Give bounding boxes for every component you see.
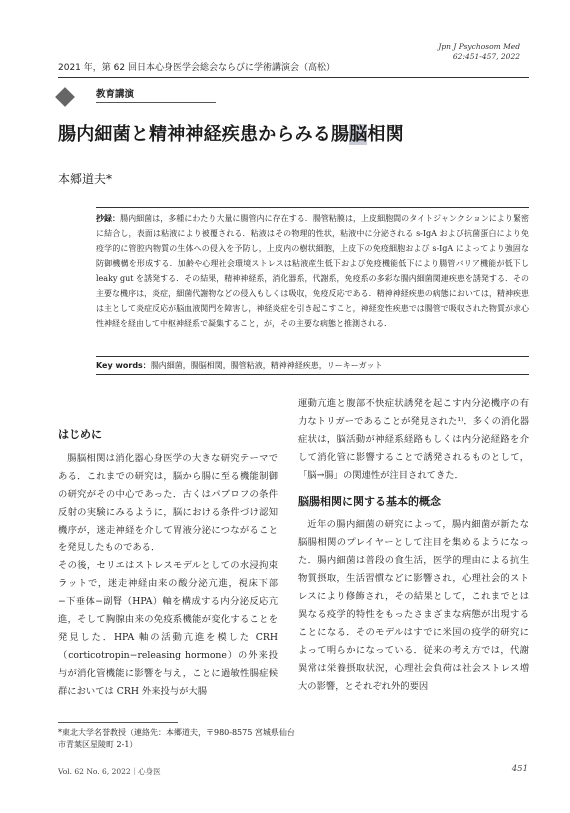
journal-volume: 62:451-457, 2022	[452, 52, 520, 61]
intro-paragraph-1: 腸脳相関は消化器心身医学の大きな研究テーマである．これまでの研究は，脳から腸に至る機能制御の研究がその中心であった．古くはパブロフの条件反射の実験にみるように，脳における条件づけ認知機序が，迷走神経を介して胃液分泌につながることを発見したものである．	[58, 452, 278, 554]
author-name: 本郷道夫*	[58, 172, 113, 186]
left-column	[58, 426, 278, 701]
abstract-label: 抄録：	[96, 214, 121, 223]
abstract-top-rule	[96, 207, 529, 208]
intro-paragraph-2: その後，セリエはストレスモデルとしての水浸拘束ラットで，迷走神経由来の酸分泌亢進，視床下部−下垂体−副腎（HPA）軸を構成する内分泌反応亢進，そして胸腺由来の免疫系機能が変化することを発見した．HPA 軸の活動亢進を模した CRH（corticotropin−releasing hormone）の外来投与が消化管機能に影響を与え，ことに過敏性腸症候群においては CRH 外来投与が大腸	[58, 560, 278, 697]
continued-paragraph: 運動亢進と腹部不快症状誘発を起こす内分泌機序の有力なトリガーであることが発見された¹⁾．多くの消化器症状は，脳活動が神経系経路もしくは内分泌経路を介して消化管に影響することで誘発されるものとして，「脳→腸」の関連性が注目されてきた．	[298, 398, 529, 481]
section-heading-concept: 脳腸相関に関する基本的概念	[298, 494, 441, 508]
footnote: *東北大学名誉教授（連絡先：本郷道夫，〒980-8575 宮城県仙台市青葉区星陵町 2-1）	[58, 728, 295, 749]
title-highlight: 脳	[349, 124, 368, 145]
title-part-1: 腸内細菌と精神神経疾患からみる腸	[58, 124, 350, 145]
article-category: 教育講演	[96, 89, 135, 100]
footer-volume: Vol. 62 No. 6, 2022｜心身医	[58, 767, 161, 776]
conference-line: 2021 年，第 62 回日本心身医学会総会ならびに学術講演会（高松）	[58, 63, 335, 73]
category-underline	[96, 102, 216, 103]
abstract-bottom-rule	[96, 374, 529, 375]
footnote-rule	[58, 722, 178, 723]
diamond-icon	[55, 87, 75, 107]
keywords-label: Key words：	[96, 361, 151, 370]
article-title	[58, 120, 404, 146]
abstract-text: 腸内細菌は，多種にわたり大量に腸管内に存在する．腸管粘膜は，上皮細胞間のタイトジャンクションにより緊密に結合し，表面は粘液により被覆される．粘液はその物理的性状，粘液中に分泌される s-IgA および抗菌蛋白により免疫学的に管腔内物質の生体への侵入を予防し，上皮内の樹状細胞，上皮下の免疫細胞および s-IgA によってより強固な防御機構を形成する．加齢や心理社会環境ストレスは粘液産生低下および免疫機能低下により腸管バリア機能が低下し leaky gut を誘発する．その結果，精神神経系，消化器系，代謝系，免疫系の多彩な腸内細菌関連疾患を誘発する．その主要な機序は，炎症，細菌代謝物などの侵入もしくは吸収，免疫反応である．精神神経疾患の病態においては，精神疾患は主として炎症反応が脳血液関門を障害し，神経炎症を引き起こすこと，神経変性疾患では腸管で吸収された物質が求心性神経を経由して中枢神経系で凝集すること，が，その主要な病態と推測される．	[96, 214, 529, 328]
keywords	[96, 360, 529, 371]
abstract-mid-rule	[96, 356, 529, 357]
section-heading-intro: はじめに	[58, 428, 102, 441]
header-rule	[58, 77, 529, 78]
journal-name: Jpn J Psychosom Med	[438, 42, 520, 51]
right-column	[298, 395, 529, 696]
abstract	[96, 211, 529, 331]
keywords-text: 腸内細菌，腸脳相関，腸管粘液，精神神経疾患，リーキーガット	[150, 361, 383, 370]
journal-citation	[438, 42, 520, 62]
page-number: 451	[511, 764, 528, 774]
concept-paragraph-1: 近年の腸内細菌の研究によって，腸内細菌が新たな脳腸相関のプレイヤーとして注目を集めるようになった．腸内細菌は普段の食生活，医学的理由による抗生物質摂取，生活習慣などに影響され，心理社会的ストレスにより修飾され，その結果として，これまでとは異なる疫学的特性をもったさまざまな病態が出現することになる．そのモデルはすでに米国の疫学的研究によって明らかになっている．従来の考え方では，代謝異常は栄養摂取状況，心理社会負荷は社会ストレス増大の影響，とそれぞれ外的要因	[298, 519, 529, 692]
title-part-2: 相関	[367, 124, 404, 145]
